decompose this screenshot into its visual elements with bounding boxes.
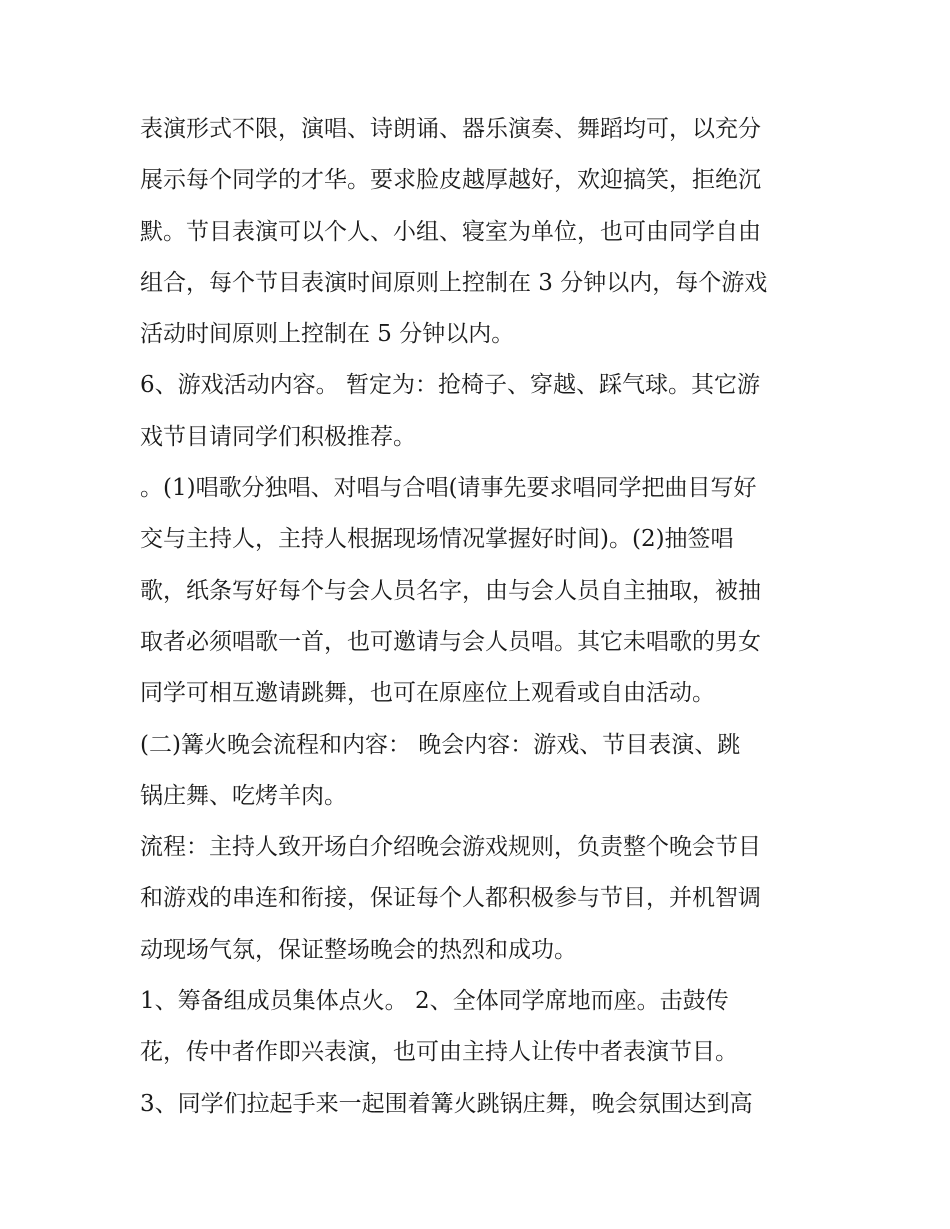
text-line: 1、筹备组成员集体点火。 2、全体同学席地而座。击鼓传 — [140, 988, 729, 1015]
text-line: 交与主持人，主持人根据现场情况掌握好时间)。(2)抽签唱 — [140, 526, 734, 553]
text-line: 。(1)唱歌分独唱、对唱与合唱(请事先要求唱同学把曲目写好 — [140, 475, 757, 502]
text-line: 3、同学们拉起手来一起围着篝火跳锅庄舞，晚会氛围达到高 — [140, 1090, 753, 1117]
text-line: (二)篝火晚会流程和内容： 晚会内容：游戏、节目表演、跳 — [140, 731, 741, 758]
text-line: 动现场气氛，保证整场晚会的热烈和成功。 — [140, 936, 577, 963]
text-line: 默。节目表演可以个人、小组、寝室为单位，也可由同学自由 — [140, 218, 761, 245]
text-line: 锅庄舞、吃烤羊肉。 — [140, 782, 347, 809]
text-line: 同学可相互邀请跳舞，也可在原座位上观看或自由活动。 — [140, 680, 715, 707]
document-body — [140, 104, 820, 1130]
text-line: 戏节目请同学们积极推荐。 — [140, 423, 416, 450]
text-line: 流程：主持人致开场白介绍晚会游戏规则，负责整个晚会节目 — [140, 834, 761, 861]
text-line: 表演形式不限，演唱、诗朗诵、器乐演奏、舞蹈均可，以充分 — [140, 116, 761, 142]
text-line: 和游戏的串连和衔接，保证每个人都积极参与节目，并机智调 — [140, 885, 761, 912]
text-line: 活动时间原则上控制在 5 分钟以内。 — [140, 321, 515, 348]
text-line: 取者必须唱歌一首，也可邀请与会人员唱。其它未唱歌的男女 — [140, 628, 761, 655]
text-line: 花，传中者作即兴表演，也可由主持人让传中者表演节目。 — [140, 1039, 738, 1066]
text-line: 歌，纸条写好每个与会人员名字，由与会人员自主抽取，被抽 — [140, 577, 761, 604]
text-line: 组合，每个节目表演时间原则上控制在 3 分钟以内，每个游戏 — [140, 269, 768, 296]
text-line: 展示每个同学的才华。要求脸皮越厚越好，欢迎搞笑，拒绝沉 — [140, 167, 761, 194]
text-line: 6、游戏活动内容。 暂定为：抢椅子、穿越、踩气球。其它游 — [140, 372, 760, 399]
